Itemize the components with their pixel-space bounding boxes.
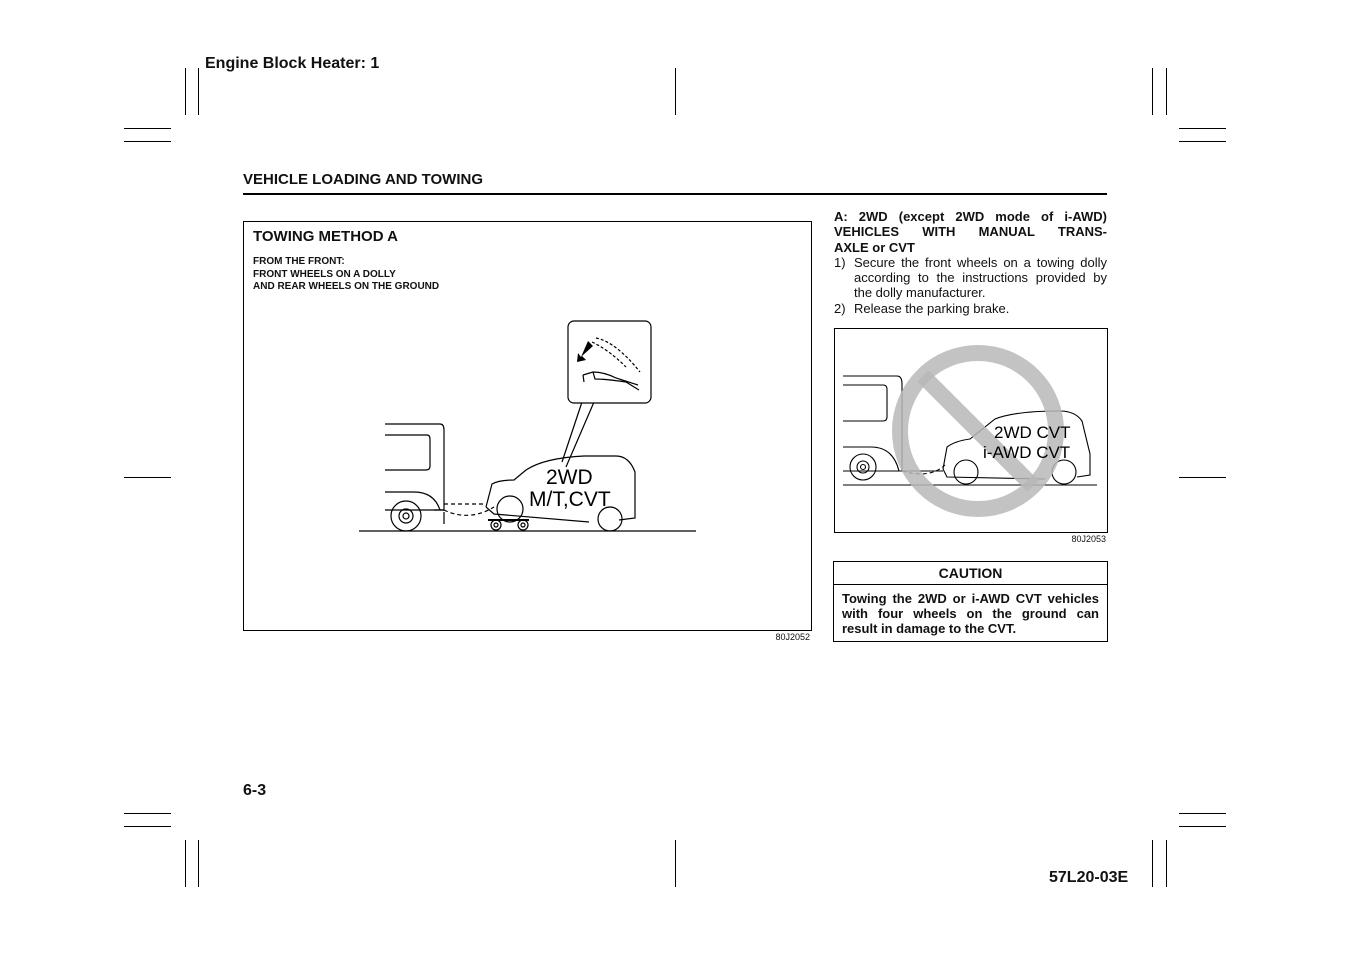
crop-mark xyxy=(124,141,171,142)
instruction-step xyxy=(834,255,1107,301)
instructions-heading-line: A: 2WD (except 2WD mode of i-AWD) xyxy=(834,209,1107,224)
instructions-heading xyxy=(834,209,1107,255)
crop-mark xyxy=(185,68,186,115)
instructions-heading-line: VEHICLES WITH MANUAL TRANS- xyxy=(834,224,1107,240)
caution-text: Towing the 2WD or i-AWD CVT vehicles with four wheels on the ground can result in damage to the CVT. xyxy=(842,591,1099,636)
running-head: Engine Block Heater: 1 xyxy=(205,55,380,72)
crop-mark xyxy=(675,68,676,115)
vehicle-label-iawd-cvt: i-AWD CVT xyxy=(983,443,1071,462)
figure-description-line: FRONT WHEELS ON A DOLLY xyxy=(253,268,396,280)
step-number: 1) xyxy=(834,254,846,270)
figure-title: TOWING METHOD A xyxy=(253,228,398,245)
document-code: 57L20-03E xyxy=(1049,869,1129,886)
prohibited-towing-illustration xyxy=(835,329,1107,532)
step-number: 2) xyxy=(834,300,846,316)
caution-title: CAUTION xyxy=(834,562,1107,585)
figure-description-line: FROM THE FRONT: xyxy=(253,256,345,267)
crop-mark xyxy=(124,813,171,814)
crop-mark xyxy=(1179,813,1226,814)
caution-box xyxy=(833,561,1108,642)
crop-mark xyxy=(1179,141,1226,142)
crop-mark xyxy=(1166,68,1167,115)
crop-mark xyxy=(185,840,186,887)
instructions-heading-line: AXLE or CVT xyxy=(834,239,915,255)
crop-mark xyxy=(124,128,171,129)
step-text: Release the parking brake. xyxy=(854,300,1010,316)
section-title: VEHICLE LOADING AND TOWING xyxy=(243,171,483,188)
instructions xyxy=(834,209,1107,316)
section-rule xyxy=(243,193,1107,195)
instruction-step xyxy=(834,301,1107,316)
crop-mark xyxy=(1179,128,1226,129)
crop-mark xyxy=(1179,826,1226,827)
crop-mark xyxy=(198,840,199,887)
figure-description-line: AND REAR WHEELS ON THE GROUND xyxy=(253,281,440,292)
step-text: Secure the front wheels on a towing dolly according to the instructions provided by the dolly manufacturer. xyxy=(854,254,1107,301)
crop-mark xyxy=(1166,840,1167,887)
crop-mark xyxy=(1152,68,1153,115)
figure-towing-method-a xyxy=(243,221,812,631)
page-number: 6-3 xyxy=(243,782,267,799)
figure-prohibited-towing xyxy=(834,328,1108,533)
crop-mark xyxy=(198,68,199,115)
crop-mark xyxy=(675,840,676,887)
crop-mark xyxy=(124,477,171,478)
car-label-mt-cvt: M/T,CVT xyxy=(529,488,611,511)
crop-mark xyxy=(1179,477,1226,478)
crop-mark xyxy=(124,826,171,827)
figure-description xyxy=(253,256,439,294)
car-label-2wd: 2WD xyxy=(546,466,593,489)
figure-code: 80J2052 xyxy=(775,632,810,642)
vehicle-label-2wd-cvt: 2WD CVT xyxy=(994,423,1071,442)
figure-code: 80J2053 xyxy=(1071,534,1106,544)
crop-mark xyxy=(1152,840,1153,887)
